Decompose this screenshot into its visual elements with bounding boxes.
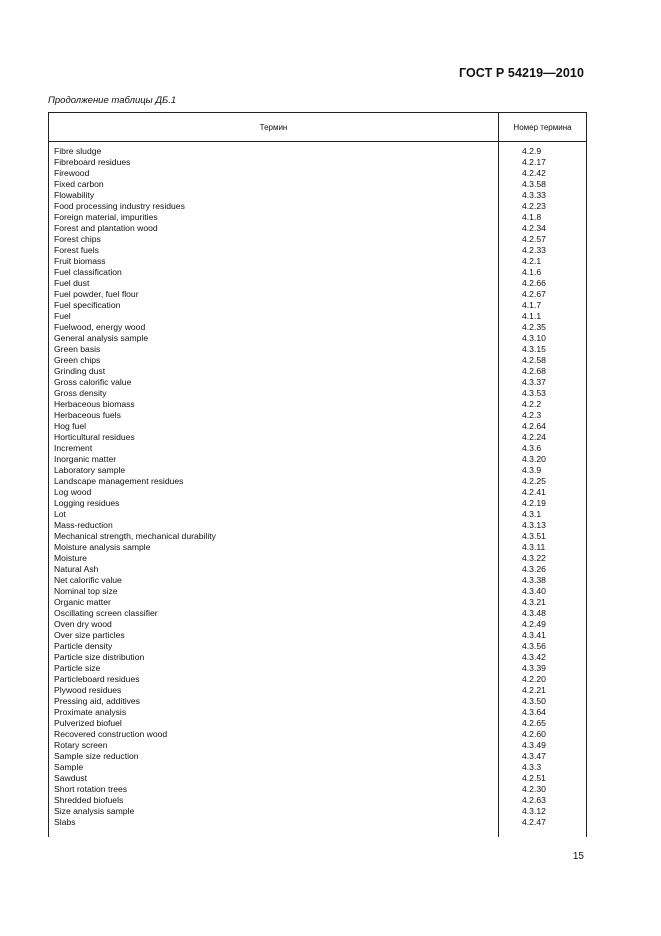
table-row <box>49 432 586 443</box>
term-number-cell: 4.2.19 <box>522 498 546 508</box>
term-cell: Rotary screen <box>54 740 108 750</box>
term-cell: Fuel classification <box>54 267 122 277</box>
term-cell: Slabs <box>54 817 76 827</box>
table-row <box>49 443 586 454</box>
term-cell: Gross calorific value <box>54 377 132 387</box>
table-row <box>49 476 586 487</box>
term-cell: Moisture analysis sample <box>54 542 151 552</box>
term-cell: Fruit biomass <box>54 256 106 266</box>
term-cell: Fuel dust <box>54 278 90 288</box>
term-cell: Logging residues <box>54 498 120 508</box>
term-number-cell: 4.3.15 <box>522 344 546 354</box>
column-header-number: Номер термина <box>513 122 572 132</box>
table-row <box>49 641 586 652</box>
term-cell: Size analysis sample <box>54 806 135 816</box>
term-cell: Firewood <box>54 168 90 178</box>
term-number-cell: 4.3.38 <box>522 575 546 585</box>
table-row <box>49 454 586 465</box>
term-number-cell: 4.2.49 <box>522 619 546 629</box>
term-number-cell: 4.3.56 <box>522 641 546 651</box>
table-row <box>49 267 586 278</box>
term-cell: Natural Ash <box>54 564 99 574</box>
table-rows <box>49 146 586 828</box>
table-row <box>49 344 586 355</box>
term-number-cell: 4.2.42 <box>522 168 546 178</box>
table-row <box>49 333 586 344</box>
term-number-cell: 4.2.67 <box>522 289 546 299</box>
term-cell: Pressing aid, additives <box>54 696 140 706</box>
term-number-cell: 4.2.47 <box>522 817 546 827</box>
term-number-cell: 4.3.42 <box>522 652 546 662</box>
table-row <box>49 685 586 696</box>
term-number-cell: 4.3.26 <box>522 564 546 574</box>
term-number-cell: 4.3.10 <box>522 333 546 343</box>
table-row <box>49 729 586 740</box>
term-number-cell: 4.2.64 <box>522 421 546 431</box>
term-cell: General analysis sample <box>54 333 149 343</box>
table-header <box>49 113 586 142</box>
table-row <box>49 377 586 388</box>
term-cell: Nominal top size <box>54 586 118 596</box>
table-row <box>49 399 586 410</box>
table-row <box>49 751 586 762</box>
term-cell: Net calorific value <box>54 575 122 585</box>
term-number-cell: 4.1.1 <box>522 311 542 321</box>
term-number-cell: 4.3.13 <box>522 520 546 530</box>
term-cell: Short rotation trees <box>54 784 128 794</box>
term-number-cell: 4.2.3 <box>522 410 542 420</box>
term-number-cell: 4.1.8 <box>522 212 542 222</box>
term-number-cell: 4.3.11 <box>522 542 546 552</box>
term-number-cell: 4.2.57 <box>522 234 546 244</box>
table-row <box>49 652 586 663</box>
term-number-cell: 4.2.2 <box>522 399 542 409</box>
term-cell: Log wood <box>54 487 92 497</box>
term-cell: Laboratory sample <box>54 465 126 475</box>
term-number-cell: 4.3.64 <box>522 707 546 717</box>
term-cell: Herbaceous biomass <box>54 399 135 409</box>
term-cell: Forest chips <box>54 234 101 244</box>
term-number-cell: 4.3.41 <box>522 630 546 640</box>
term-cell: Plywood residues <box>54 685 122 695</box>
term-number-cell: 4.3.1 <box>522 509 542 519</box>
table-row <box>49 575 586 586</box>
term-number-cell: 4.2.23 <box>522 201 546 211</box>
term-cell: Fuel powder, fuel flour <box>54 289 139 299</box>
term-number-cell: 4.3.40 <box>522 586 546 596</box>
term-number-cell: 4.2.24 <box>522 432 546 442</box>
term-number-cell: 4.3.51 <box>522 531 546 541</box>
table-row <box>49 179 586 190</box>
term-cell: Forest and plantation wood <box>54 223 158 233</box>
term-cell: Increment <box>54 443 93 453</box>
table-row <box>49 289 586 300</box>
column-header-term: Термин <box>49 113 499 141</box>
table-row <box>49 696 586 707</box>
term-number-cell: 4.2.66 <box>522 278 546 288</box>
term-number-cell: 4.2.17 <box>522 157 546 167</box>
term-cell: Hog fuel <box>54 421 87 431</box>
term-cell: Horticultural residues <box>54 432 135 442</box>
table-row <box>49 520 586 531</box>
term-cell: Sample size reduction <box>54 751 139 761</box>
term-number-cell: 4.2.60 <box>522 729 546 739</box>
table-row <box>49 278 586 289</box>
term-cell: Food processing industry residues <box>54 201 185 211</box>
term-cell: Lot <box>54 509 66 519</box>
term-number-cell: 4.2.9 <box>522 146 542 156</box>
table-row <box>49 553 586 564</box>
table-row <box>49 245 586 256</box>
table-row <box>49 663 586 674</box>
term-number-cell: 4.3.9 <box>522 465 542 475</box>
table-row <box>49 608 586 619</box>
term-cell: Recovered construction wood <box>54 729 168 739</box>
table-row <box>49 740 586 751</box>
term-number-cell: 4.2.35 <box>522 322 546 332</box>
term-number-cell: 4.3.47 <box>522 751 546 761</box>
table-row <box>49 531 586 542</box>
term-cell: Fuel specification <box>54 300 121 310</box>
table-row <box>49 223 586 234</box>
term-number-cell: 4.3.39 <box>522 663 546 673</box>
table-row <box>49 465 586 476</box>
term-cell: Landscape management residues <box>54 476 184 486</box>
table-row <box>49 487 586 498</box>
term-cell: Organic matter <box>54 597 111 607</box>
table-row <box>49 421 586 432</box>
term-cell: Oven dry wood <box>54 619 112 629</box>
table-row <box>49 355 586 366</box>
term-number-cell: 4.2.1 <box>522 256 542 266</box>
term-number-cell: 4.1.6 <box>522 267 542 277</box>
table-row <box>49 718 586 729</box>
table-row <box>49 366 586 377</box>
table-row <box>49 630 586 641</box>
table-row <box>49 157 586 168</box>
page-number: 15 <box>572 851 584 862</box>
term-cell: Sawdust <box>54 773 87 783</box>
term-number-cell: 4.3.12 <box>522 806 546 816</box>
table-row <box>49 190 586 201</box>
terms-table <box>48 112 587 837</box>
term-number-cell: 4.3.58 <box>522 179 546 189</box>
standard-code: ГОСТ Р 54219—2010 <box>458 66 584 80</box>
term-cell: Particle size <box>54 663 101 673</box>
term-cell: Mass-reduction <box>54 520 113 530</box>
term-number-cell: 4.3.50 <box>522 696 546 706</box>
term-number-cell: 4.3.53 <box>522 388 546 398</box>
term-number-cell: 4.3.49 <box>522 740 546 750</box>
table-caption: Продолжение таблицы ДБ.1 <box>48 95 177 106</box>
term-number-cell: 4.2.30 <box>522 784 546 794</box>
term-number-cell: 4.2.65 <box>522 718 546 728</box>
table-row <box>49 168 586 179</box>
table-row <box>49 795 586 806</box>
term-cell: Herbaceous fuels <box>54 410 121 420</box>
term-number-cell: 4.3.3 <box>522 762 542 772</box>
table-row <box>49 256 586 267</box>
term-number-cell: 4.3.21 <box>522 597 546 607</box>
term-cell: Foreign material, impurities <box>54 212 158 222</box>
term-cell: Proximate analysis <box>54 707 127 717</box>
term-cell: Fixed carbon <box>54 179 104 189</box>
term-cell: Green chips <box>54 355 101 365</box>
table-row <box>49 806 586 817</box>
term-cell: Mechanical strength, mechanical durability <box>54 531 216 541</box>
term-cell: Particle density <box>54 641 113 651</box>
term-cell: Sample <box>54 762 84 772</box>
term-number-cell: 4.2.63 <box>522 795 546 805</box>
table-row <box>49 509 586 520</box>
table-row <box>49 542 586 553</box>
table-row <box>49 201 586 212</box>
term-cell: Oscillating screen classifier <box>54 608 158 618</box>
table-row <box>49 619 586 630</box>
table-row <box>49 410 586 421</box>
term-number-cell: 4.2.21 <box>522 685 546 695</box>
term-number-cell: 4.3.37 <box>522 377 546 387</box>
term-cell: Moisture <box>54 553 87 563</box>
term-cell: Particle size distribution <box>54 652 145 662</box>
table-row <box>49 762 586 773</box>
term-cell: Pulverized biofuel <box>54 718 122 728</box>
table-row <box>49 212 586 223</box>
term-number-cell: 4.2.58 <box>522 355 546 365</box>
table-row <box>49 817 586 828</box>
table-row <box>49 311 586 322</box>
term-cell: Fibre sludge <box>54 146 102 156</box>
term-number-cell: 4.2.20 <box>522 674 546 684</box>
table-row <box>49 707 586 718</box>
term-number-cell: 4.2.25 <box>522 476 546 486</box>
term-cell: Over size particles <box>54 630 125 640</box>
term-number-cell: 4.3.48 <box>522 608 546 618</box>
table-row <box>49 300 586 311</box>
table-row <box>49 674 586 685</box>
term-cell: Flowability <box>54 190 95 200</box>
table-row <box>49 784 586 795</box>
table-row <box>49 388 586 399</box>
term-cell: Fuelwood, energy wood <box>54 322 146 332</box>
table-row <box>49 234 586 245</box>
term-cell: Green basis <box>54 344 101 354</box>
term-number-cell: 4.3.6 <box>522 443 542 453</box>
term-cell: Particleboard residues <box>54 674 140 684</box>
table-row <box>49 146 586 157</box>
term-cell: Forest fuels <box>54 245 99 255</box>
term-cell: Inorganic matter <box>54 454 117 464</box>
term-cell: Gross density <box>54 388 107 398</box>
term-number-cell: 4.3.22 <box>522 553 546 563</box>
term-number-cell: 4.2.51 <box>522 773 546 783</box>
term-number-cell: 4.1.7 <box>522 300 542 310</box>
term-cell: Fibreboard residues <box>54 157 131 167</box>
table-row <box>49 322 586 333</box>
term-number-cell: 4.2.33 <box>522 245 546 255</box>
table-row <box>49 773 586 784</box>
term-cell: Fuel <box>54 311 71 321</box>
term-number-cell: 4.3.33 <box>522 190 546 200</box>
term-number-cell: 4.2.68 <box>522 366 546 376</box>
table-row <box>49 597 586 608</box>
term-number-cell: 4.2.41 <box>522 487 546 497</box>
term-number-cell: 4.2.34 <box>522 223 546 233</box>
term-cell: Grinding dust <box>54 366 106 376</box>
term-cell: Shredded biofuels <box>54 795 124 805</box>
table-body <box>49 142 586 837</box>
table-row <box>49 586 586 597</box>
table-row <box>49 564 586 575</box>
term-number-cell: 4.3.20 <box>522 454 546 464</box>
table-row <box>49 498 586 509</box>
